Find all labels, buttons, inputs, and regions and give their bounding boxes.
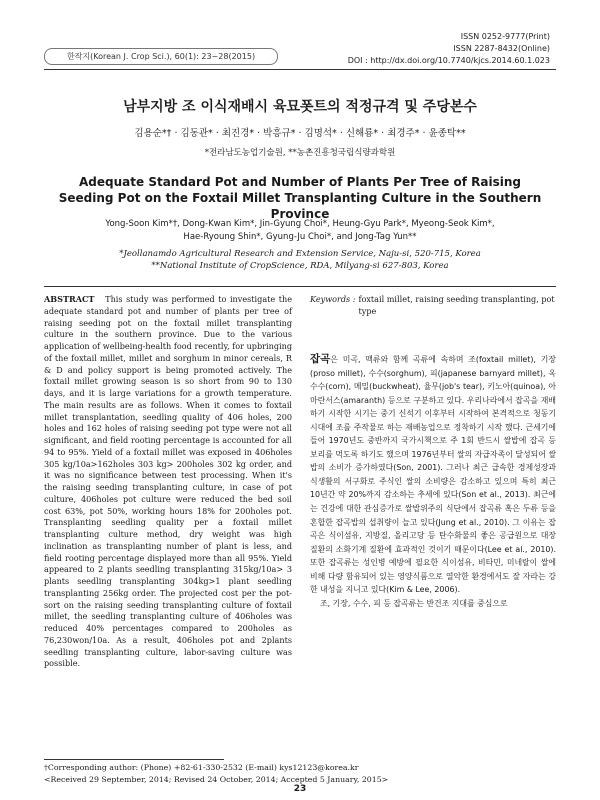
doi: DOI : http://dx.doi.org/10.7740/kjcs.2014.60.1.023 — [347, 56, 550, 65]
journal-citation: 한작지(Korean J. Crop Sci.), 60(1): 23~28(2015) — [44, 48, 278, 65]
right-column — [310, 294, 556, 610]
intro-lead-word: 잡곡 — [310, 353, 331, 365]
footnote-rule — [44, 759, 224, 760]
authors-english-line-2: Hae-Ryoung Shin*, Gyung-Ju Choi*, and Jong-Tag Yun** — [183, 232, 417, 242]
corresponding-author: †Corresponding author: (Phone) +82-61-330-2532 (E-mail) kys12123@korea.kr — [44, 763, 359, 772]
footnotes — [44, 762, 556, 785]
issn-print: ISSN 0252-9777(Print) — [460, 32, 550, 41]
header-rule — [44, 69, 556, 70]
keywords-text: foxtail millet, raising seeding transplanting, pot type — [358, 294, 555, 316]
intro-paragraph-1 — [310, 353, 556, 597]
affiliation-english-line-2: **National Institute of CropScience, RDA, Milyang-si 627-803, Korea — [151, 261, 449, 271]
received-dates: <Received 29 September, 2014; Revised 24 October, 2014; Accepted 5 January, 2015> — [44, 774, 389, 784]
title-korean: 남부지방 조 이식재배시 육묘폿트의 적정규격 및 주당본수 — [123, 99, 477, 115]
affiliation-korean: *전라남도농업기술원, **농촌진흥청국립식량과학원 — [204, 148, 396, 158]
keywords — [310, 294, 556, 317]
abstract-label: ABSTRACT — [44, 294, 95, 304]
keywords-label: Keywords : — [310, 294, 356, 304]
abstract-top-rule — [44, 286, 556, 287]
title-english: Adequate Standard Pot and Number of Plants Per Tree of Raising Seeding Pot on the Foxtail Millet Transplanting Culture in the Southern Province — [58, 175, 542, 221]
authors-korean: 김용순*† · 김동관* · 최진경* · 박흥규* · 김명석* · 신해룡* · 최경주* · 윤종탁** — [134, 128, 466, 139]
intro-paragraph-2: 조, 기장, 수수, 피 등 잡곡류는 반건조 지대를 중심으로 — [320, 598, 508, 608]
affiliation-english-line-1: *Jeollanamdo Agricultural Research and Extension Service, Naju-si, 520-715, Korea — [119, 249, 481, 259]
page-number: 23 — [293, 784, 307, 794]
abstract-section — [44, 294, 292, 670]
affiliation-english — [50, 248, 550, 272]
issn-online: ISSN 2287-8432(Online) — [453, 44, 550, 53]
abstract-text: This study was performed to investigate the adequate standard pot and number of plants per tree of raising seeding pot on the foxtail millet transplanting culture in the southern province. Due to the various application of wellbeing-health food recently, for upbringing of the foxtail millet, millet and sorghum in minor cereals, R & D and policy support is being promoted actively. The foxtail millet growing season is so short from 90 to 130 days, and it is large variations for a growth temperature. The main results are as follows. When it comes to foxtail millet transplantation, seedling quality of 406 holes, 200 holes and 162 holes of raising seeding pot type were not all significant, and field rooting percentage is accounted for all 94 to 95%. Yield of a foxtail millet was exposed in 406holes 305 kg/10a>162holes 303 kg> 200holes 302 kg order, and it was no significance between test processing. When it's the raising seeding transplanting culture, in case of pot culture, 406holes pot culture were reduced the bed soil cost 63%, pot 50%, working hours 18% for 200holes pot. Transplanting seedling quality per a foxtail millet transplanting culture method, dry weight was high inclination as transplanting number of plant is less, and field rooting percentage displayed more than all 95%. Yield appeared to 2 plants seedling transplanting 315kg/10a> 3 plants seedling transplanting 304kg>1 plant seedling transplanting 256kg order. The projected cost per the pot-sort on the raising seeding transplanting culture of foxtail millet, the seedling transplanting culture of 406holes was reduced 40% percentages compared to 200holes as 76,230won/10a. As a result, 406holes pot and 2plants seedling transplanting culture, labor-saving culture was possible. — [44, 294, 293, 669]
authors-english — [60, 218, 540, 244]
authors-english-line-1: Yong-Soon Kim*†, Dong-Kwan Kim*, Jin-Gyung Choi*, Heung-Gyu Park*, Myeong-Seok Kim*, — [105, 219, 495, 229]
intro-paragraph-1-text: 은 미곡, 맥류와 함께 곡류에 속하며 조(foxtail millet), 기장(proso millet), 수수(sorghum), 피(japanese barnyard millet), 옥수수(corn), 메밀(buckwheat), 율무(job's tear), 키노아(quinoa), 아마란서스(amaranth) 등으로 구분하고 있다. 우리나라에서 잡곡을 재배하기 시작한 시기는 중기 신석기 이후부터 시작하여 본격적으로 청동기 시대에 조를 주작물로 하는 재배농업으로 정착하기 시작 했다. 근세기에 들어 1970년도 중반까지 국가시책으로 주 1회 반드시 쌀밥에 잡곡 등 보리를 먹도록 하기도 했으며 1976년부터 쌀의 자급자족이 달성되어 쌀밥의 소비가 증가하였다(Son, 2001). 그러나 최근 급속한 경제성장과 식생활의 서구화로 주식인 쌀의 소비량은 감소하고 있으며 특히 최근 10년간 약 20%까지 감소하는 추세에 있다(Son et al., 2013). 최근에는 건강에 대한 관심증가로 쌀밥위주의 식단에서 잡곡류 혹은 두류 등을 혼합한 잡곡밥의 섭취량이 늘고 있다(Jung et al., 2010). 그 이유는 잡곡은 식이섬유, 지방질, 올리고당 등 탄수화물의 좋은 공급원으로 대장질환의 소화기계 질환에 효과적인 것이기 때문이다(Lee et al., 2010). 또한 잡곡류는 성인병 예방에 필요한 식이섬유, 비타민, 미네랄이 쌀에 비해 다량 함유되어 있는 영양식품으로 열악한 환경에서도 잘 자라는 강한 내성을 지니고 있다(Kim & Lee, 2006). — [310, 355, 556, 595]
introduction — [310, 353, 556, 610]
